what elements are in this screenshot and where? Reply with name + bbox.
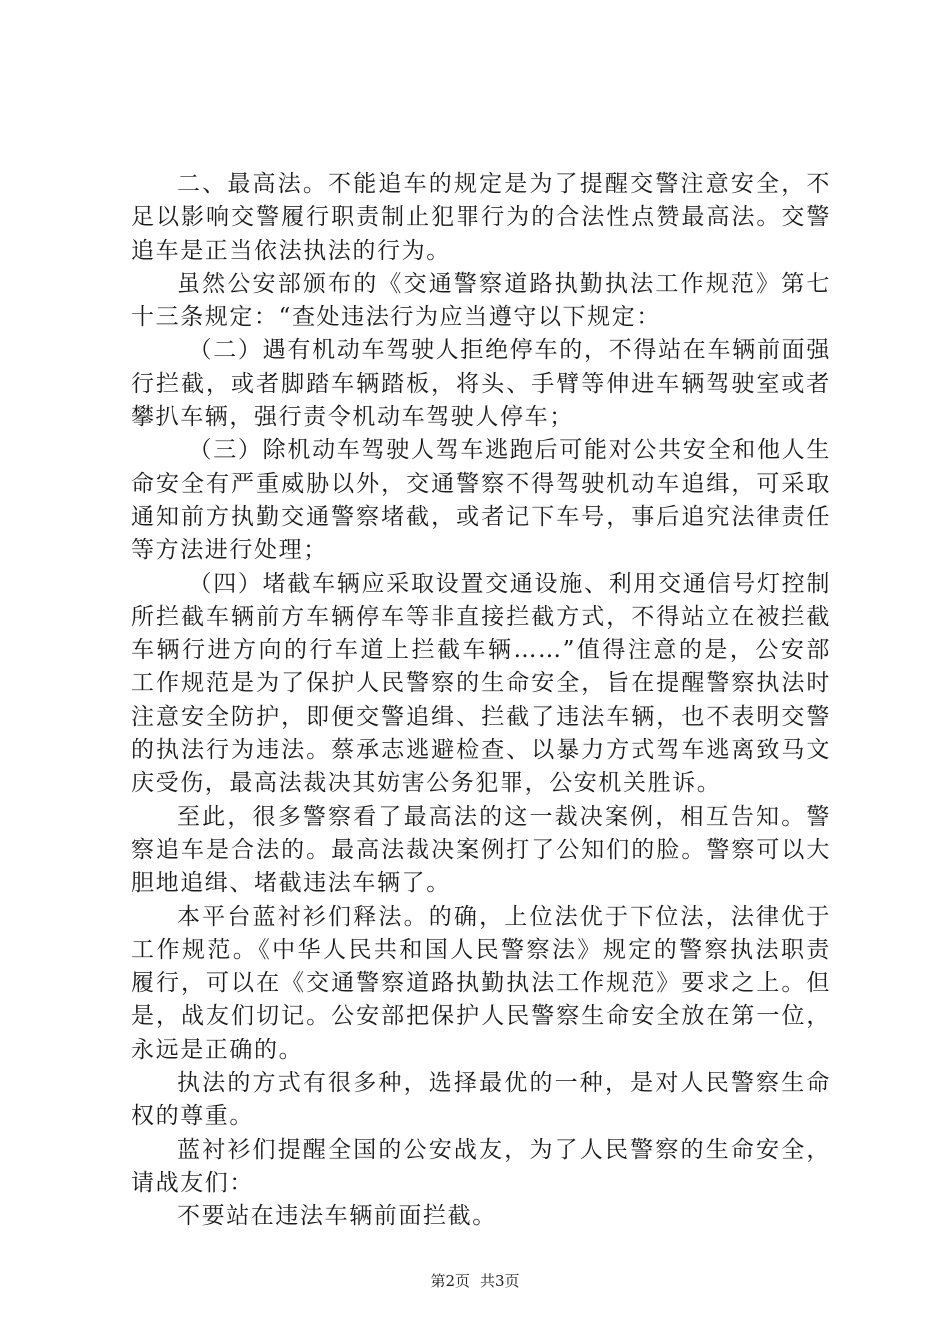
paragraph-reminder: 蓝衬衫们提醒全国的公安战友，为了人民警察的生命安全，请战友们： <box>131 1136 831 1196</box>
paragraph-interpretation: 本平台蓝衬衫们释法。的确，上位法优于下位法，法律优于工作规范。《中华人民共和国人民警察法》规定的警察执法职责履行，可以在《交通警察道路执勤执法工作规范》要求之上。但是，战友们切记。公安部把保护人民警察生命安全放在第一位，永远是正确的。 <box>131 903 831 1063</box>
document-body <box>131 168 831 1234</box>
paragraph-final-advice: 不要站在违法车辆前面拦截。 <box>177 1203 497 1230</box>
paragraph-regulation-intro: 虽然公安部颁布的《交通警察道路执勤执法工作规范》第七十三条规定：“查处违法行为应当遵守以下规定： <box>131 270 831 331</box>
paragraph-clause-2: （二）遇有机动车驾驶人拒绝停车的，不得站在车辆前面强行拦截，或者脚踏车辆踏板，将头、手臂等伸进车辆驾驶室或者攀扒车辆，强行责令机动车驾驶人停车； <box>131 337 831 431</box>
page-number: 第2页 <box>430 1272 470 1290</box>
paragraph-clause-4: （四）堵截车辆应采取设置交通设施、利用交通信号灯控制所拦截车辆前方车辆停车等非直接拦截方式，不得站立在被拦截车辆行进方向的行车道上拦截车辆……”值得注意的是，公安部工作规范是为了保护人民警察的生命安全，旨在提醒警察执法时注意安全防护，即便交警追缉、拦截了违法车辆，也不表明交警的执法行为违法。蔡承志逃避检查、以暴力方式驾车逃离致马文庆受伤，最高法裁决其妨害公务犯罪，公安机关胜诉。 <box>131 570 831 797</box>
page-footer <box>0 1270 950 1291</box>
paragraph-supreme-court: 二、最高法。不能追车的规定是为了提醒交警注意安全，不足以影响交警履行职责制止犯罪行为的合法性点赞最高法。交警追车是正当依法执法的行为。 <box>131 171 831 264</box>
paragraph-clause-3: （三）除机动车驾驶人驾车逃跑后可能对公共安全和他人生命安全有严重威胁以外，交通警察不得驾驶机动车追缉，可采取通知前方执勤交通警察堵截，或者记下车号，事后追究法律责任等方法进行处理； <box>131 437 831 564</box>
page-total: 共3页 <box>480 1272 520 1290</box>
paragraph-conclusion: 至此，很多警察看了最高法的这一裁决案例，相互告知。警察追车是合法的。最高法裁决案例打了公知们的脸。警察可以大胆地追缉、堵截违法车辆了。 <box>131 803 831 897</box>
paragraph-enforcement-methods: 执法的方式有很多种，选择最优的一种，是对人民警察生命权的尊重。 <box>131 1070 831 1130</box>
